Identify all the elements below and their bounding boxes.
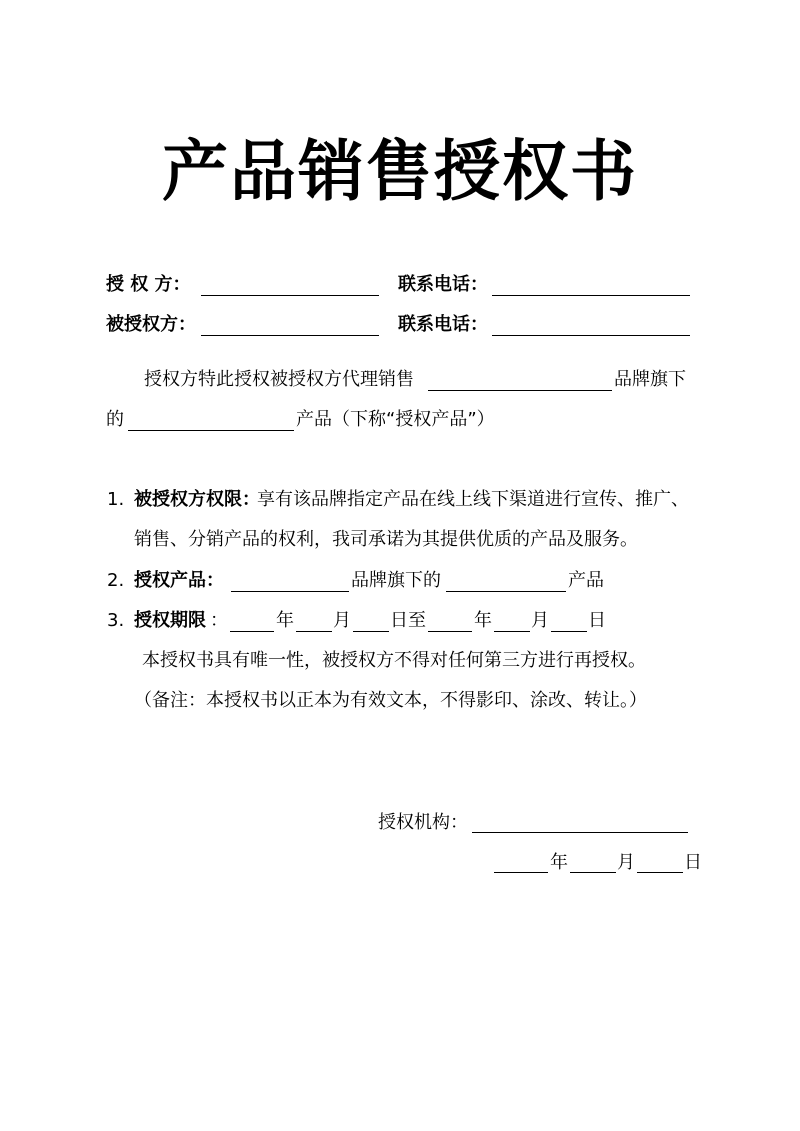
- start-month-label: 月: [333, 610, 351, 631]
- grantee-blank[interactable]: [201, 335, 379, 336]
- uniqueness-statement: 本授权书具有唯一性，被授权方不得对任何第三方进行再授权。: [142, 650, 646, 671]
- sign-month-label: 月: [617, 852, 635, 873]
- end-day-blank[interactable]: [551, 631, 587, 632]
- grantor-phone-blank[interactable]: [492, 295, 690, 296]
- item2-number: 2.: [107, 570, 125, 591]
- item2-mid-text: 品牌旗下的: [351, 570, 441, 591]
- end-month-label: 月: [531, 610, 549, 631]
- end-year-blank[interactable]: [428, 631, 472, 632]
- sign-year-blank[interactable]: [494, 872, 548, 873]
- item1-number: 1.: [107, 489, 125, 510]
- note-text: （备注：本授权书以正本为有效文本，不得影印、涂改、转让。）: [134, 690, 647, 711]
- sign-day-label: 日: [684, 852, 702, 873]
- item3-colon: ：: [210, 610, 228, 631]
- grantee-phone-blank[interactable]: [492, 335, 690, 336]
- document-title: 产品销售授权书: [162, 133, 638, 210]
- start-year-blank[interactable]: [230, 631, 274, 632]
- item2-heading: 授权产品：: [134, 570, 224, 591]
- org-blank[interactable]: [472, 832, 688, 833]
- item2-product-blank[interactable]: [446, 591, 566, 592]
- brand-blank[interactable]: [428, 390, 612, 391]
- item2-end-text: 产品: [568, 570, 604, 591]
- item3-heading: 授权期限: [134, 610, 206, 631]
- item1-text-line1: 享有该品牌指定产品在线上线下渠道进行宣传、推广、: [257, 489, 689, 510]
- intro-text-4: 产品（下称“授权产品”）: [296, 409, 495, 430]
- item1-heading: 被授权方权限：: [134, 489, 260, 510]
- start-day-to-label: 日至: [390, 610, 426, 631]
- intro-text-2: 品牌旗下: [614, 369, 686, 390]
- start-month-blank[interactable]: [296, 631, 332, 632]
- intro-text-3: 的: [106, 409, 124, 430]
- sign-day-blank[interactable]: [637, 872, 683, 873]
- end-day-label: 日: [588, 610, 606, 631]
- end-month-blank[interactable]: [494, 631, 530, 632]
- grantee-phone-label: 联系电话：: [398, 314, 488, 335]
- grantor-label: 授 权 方：: [106, 274, 191, 295]
- product-blank[interactable]: [128, 430, 294, 431]
- sign-month-blank[interactable]: [570, 872, 616, 873]
- grantor-phone-label: 联系电话：: [398, 274, 488, 295]
- grantee-label: 被授权方：: [106, 314, 196, 335]
- start-year-label: 年: [276, 610, 294, 631]
- sign-year-label: 年: [550, 852, 568, 873]
- end-year-label: 年: [474, 610, 492, 631]
- item1-text-line2: 销售、分销产品的权利，我司承诺为其提供优质的产品及服务。: [134, 529, 638, 550]
- start-day-blank[interactable]: [353, 631, 389, 632]
- intro-text-1: 授权方特此授权被授权方代理销售: [144, 369, 414, 390]
- grantor-blank[interactable]: [201, 295, 379, 296]
- item2-brand-blank[interactable]: [231, 591, 349, 592]
- item3-number: 3.: [107, 610, 125, 631]
- org-label: 授权机构：: [378, 812, 468, 833]
